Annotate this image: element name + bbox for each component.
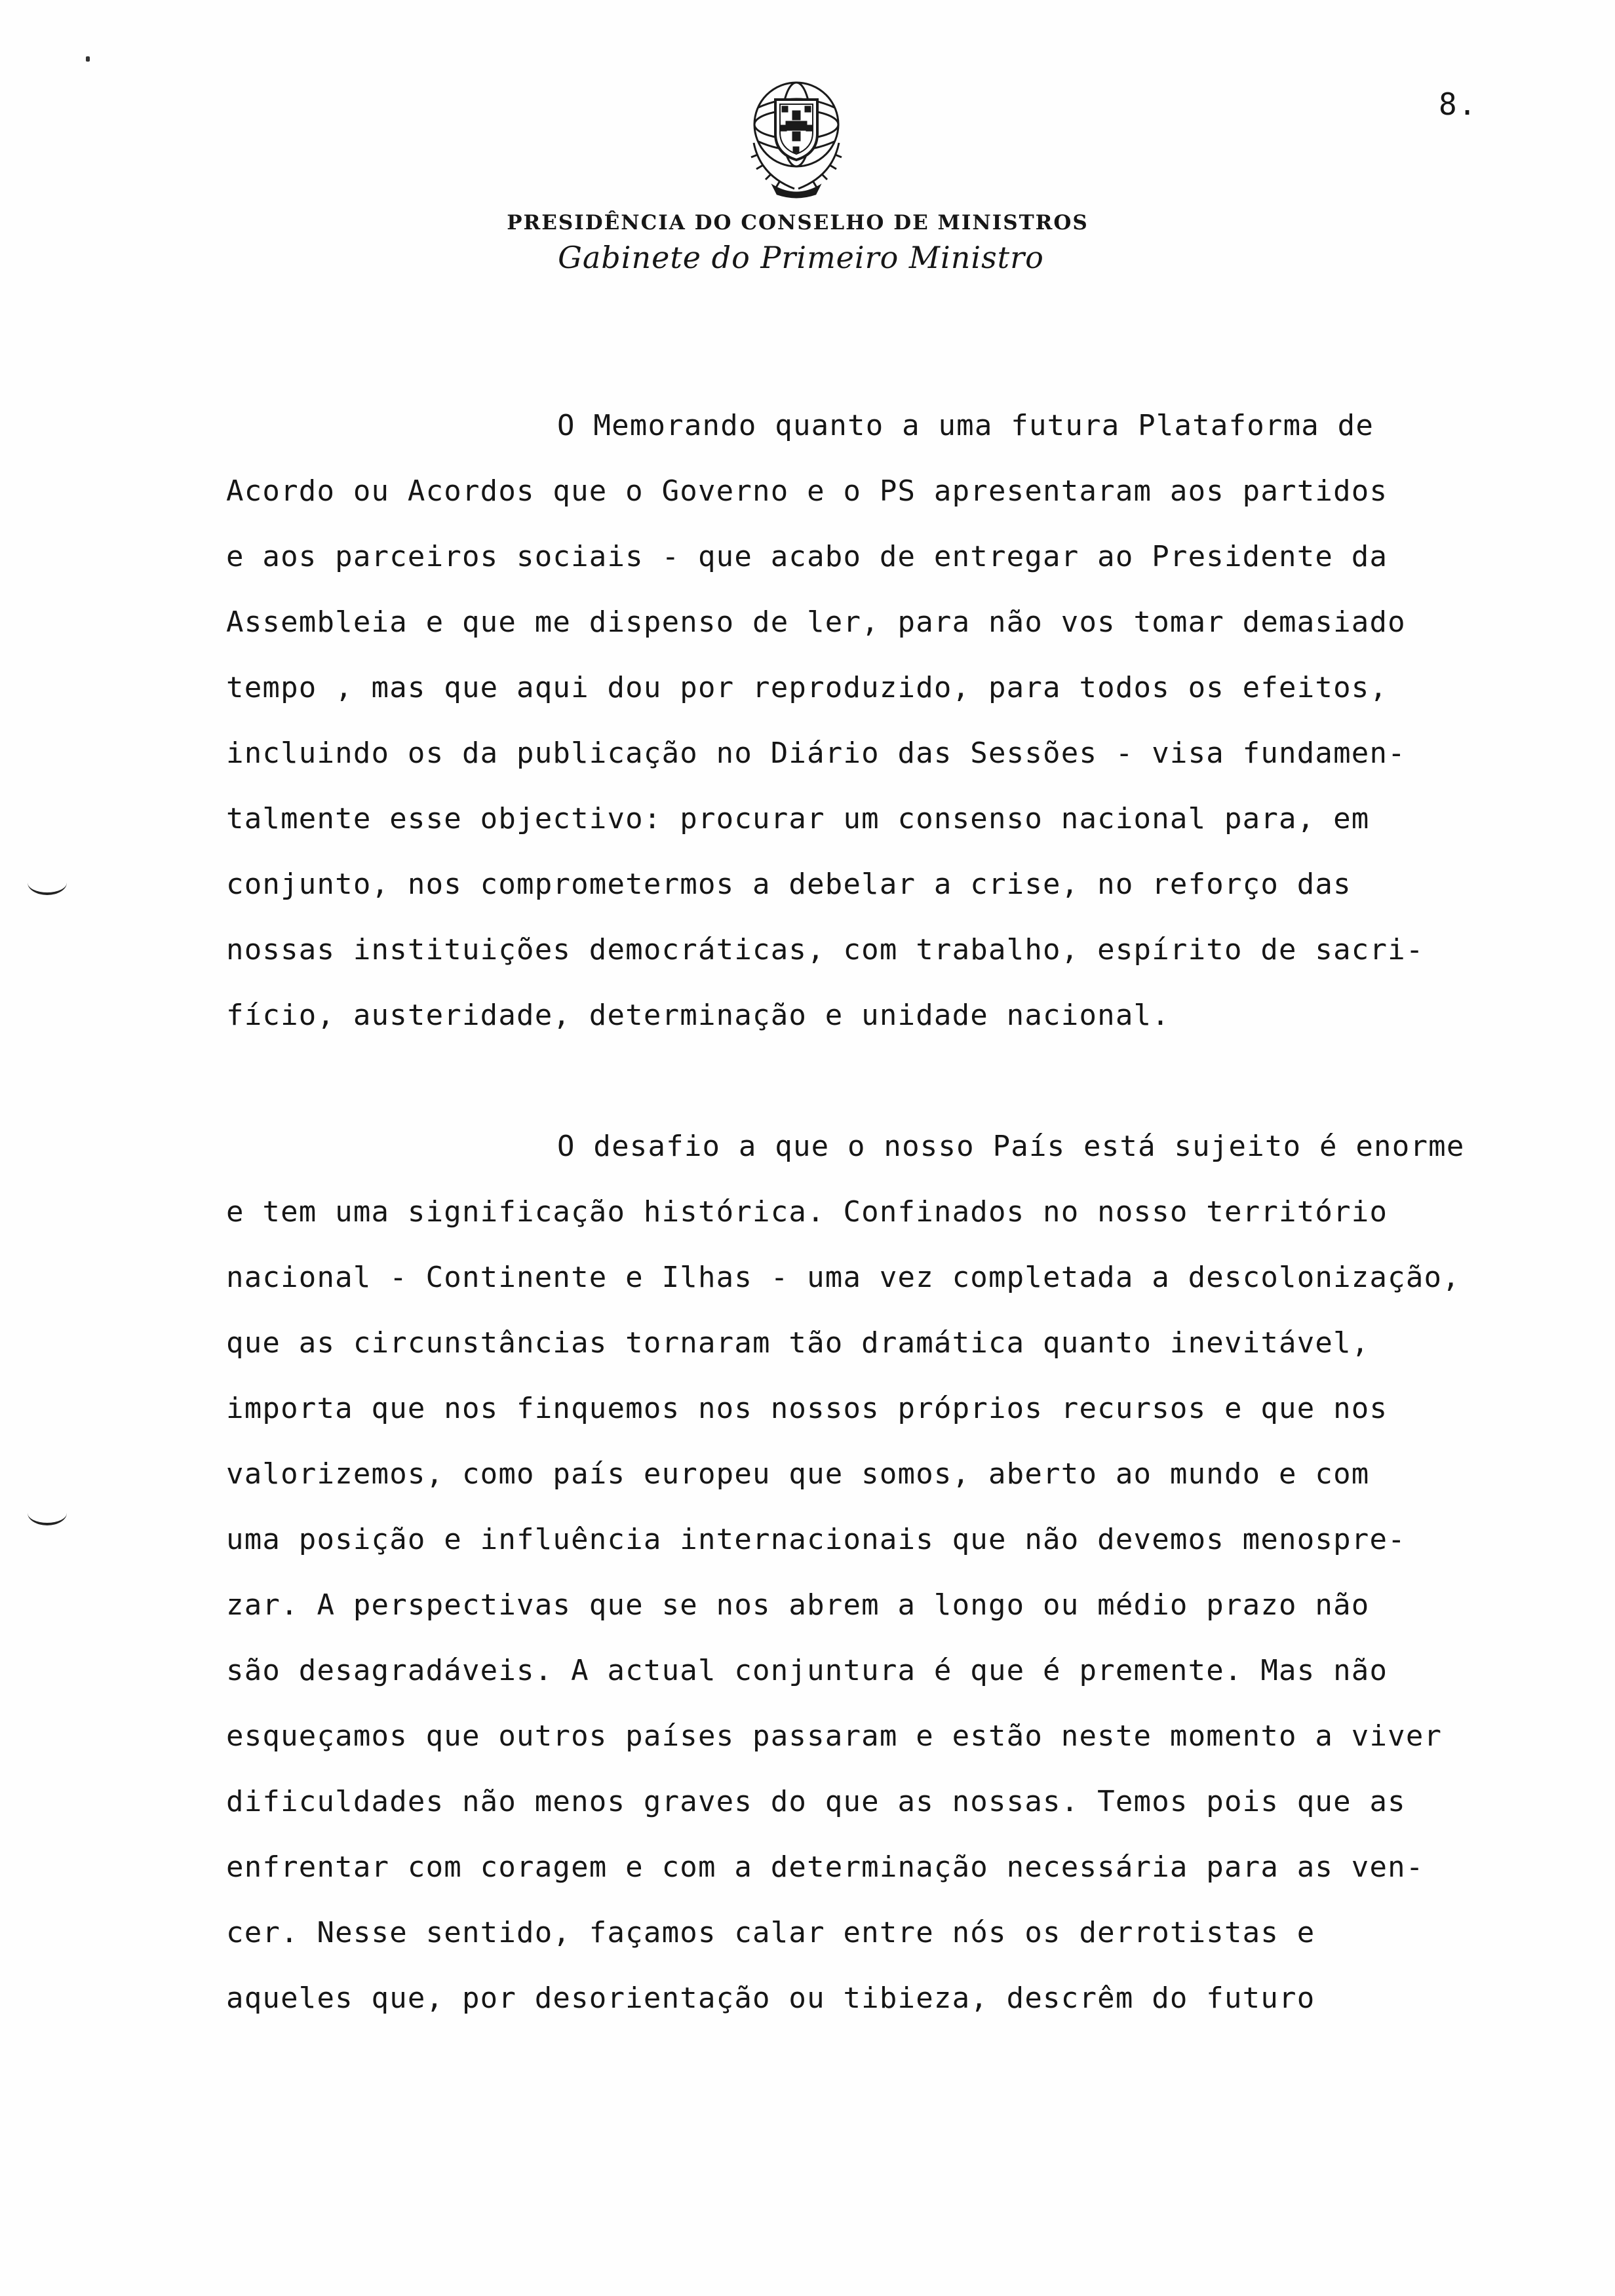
paragraph-2-line: e tem uma significação histórica. Confinados no nosso território	[226, 1195, 1388, 1229]
paragraph-1-line: incluindo os da publicação no Diário das Sessões - visa fundamen-	[226, 737, 1406, 770]
paragraph-2-line: que as circunstâncias tornaram tão dramática quanto inevitável,	[226, 1326, 1370, 1360]
paragraph-2-line: uma posição e influência internacionais que não devemos menospre-	[226, 1523, 1406, 1556]
paragraph-2-line: esqueçamos que outros países passaram e estão neste momento a viver	[226, 1719, 1443, 1753]
paragraph-1-line: talmente esse objectivo: procurar um consenso nacional para, em	[226, 802, 1370, 835]
paragraph-1-line: e aos parceiros sociais - que acabo de entregar ao Presidente da	[226, 540, 1388, 573]
paragraph-2-line: são desagradáveis. A actual conjuntura é que é premente. Mas não	[226, 1654, 1388, 1687]
letterhead-office: Gabinete do Primeiro Ministro	[558, 240, 1044, 275]
paragraph-2-line: dificuldades não menos graves do que as nossas. Temos pois que as	[226, 1785, 1406, 1818]
paragraph-1-line: O Memorando quanto a uma futura Plataforma de	[557, 409, 1374, 442]
page-number: 8.	[1439, 86, 1478, 122]
binder-hole-mark	[28, 1501, 67, 1525]
paragraph-1-line: nossas instituições democráticas, com trabalho, espírito de sacri-	[226, 933, 1424, 966]
paragraph-2-line: cer. Nesse sentido, façamos calar entre nós os derrotistas e	[226, 1916, 1315, 1949]
paragraph-2-line: importa que nos finquemos nos nossos próprios recursos e que nos	[226, 1392, 1388, 1425]
paragraph-1-line: Assembleia e que me dispenso de ler, para não vos tomar demasiado	[226, 605, 1406, 639]
paragraph-1-line: fício, austeridade, determinação e unidade nacional.	[226, 999, 1170, 1032]
paragraph-2-line: aqueles que, por desorientação ou tibieza, descrêm do futuro	[226, 1981, 1315, 2015]
paragraph-2-line: valorizemos, como país europeu que somos, aberto ao mundo e com	[226, 1457, 1370, 1491]
paragraph-1-line: Acordo ou Acordos que o Governo e o PS apresentaram aos partidos	[226, 474, 1388, 508]
paragraph-2-line: nacional - Continente e Ilhas - uma vez completada a descolonização,	[226, 1261, 1460, 1294]
paragraph-2-line: zar. A perspectivas que se nos abrem a longo ou médio prazo não	[226, 1588, 1370, 1622]
letterhead-organization: PRESIDÊNCIA DO CONSELHO DE MINISTROS	[507, 211, 1089, 235]
binder-hole-mark	[28, 870, 67, 895]
paragraph-2-line: O desafio a que o nosso País está sujeito é enorme	[557, 1130, 1465, 1163]
paragraph-1-line: tempo , mas que aqui dou por reproduzido, para todos os efeitos,	[226, 671, 1388, 704]
paragraph-1-line: conjunto, nos comprometermos a debelar a crise, no reforço das	[226, 868, 1352, 901]
paragraph-2-line: enfrentar com coragem e com a determinação necessária para as ven-	[226, 1850, 1424, 1884]
